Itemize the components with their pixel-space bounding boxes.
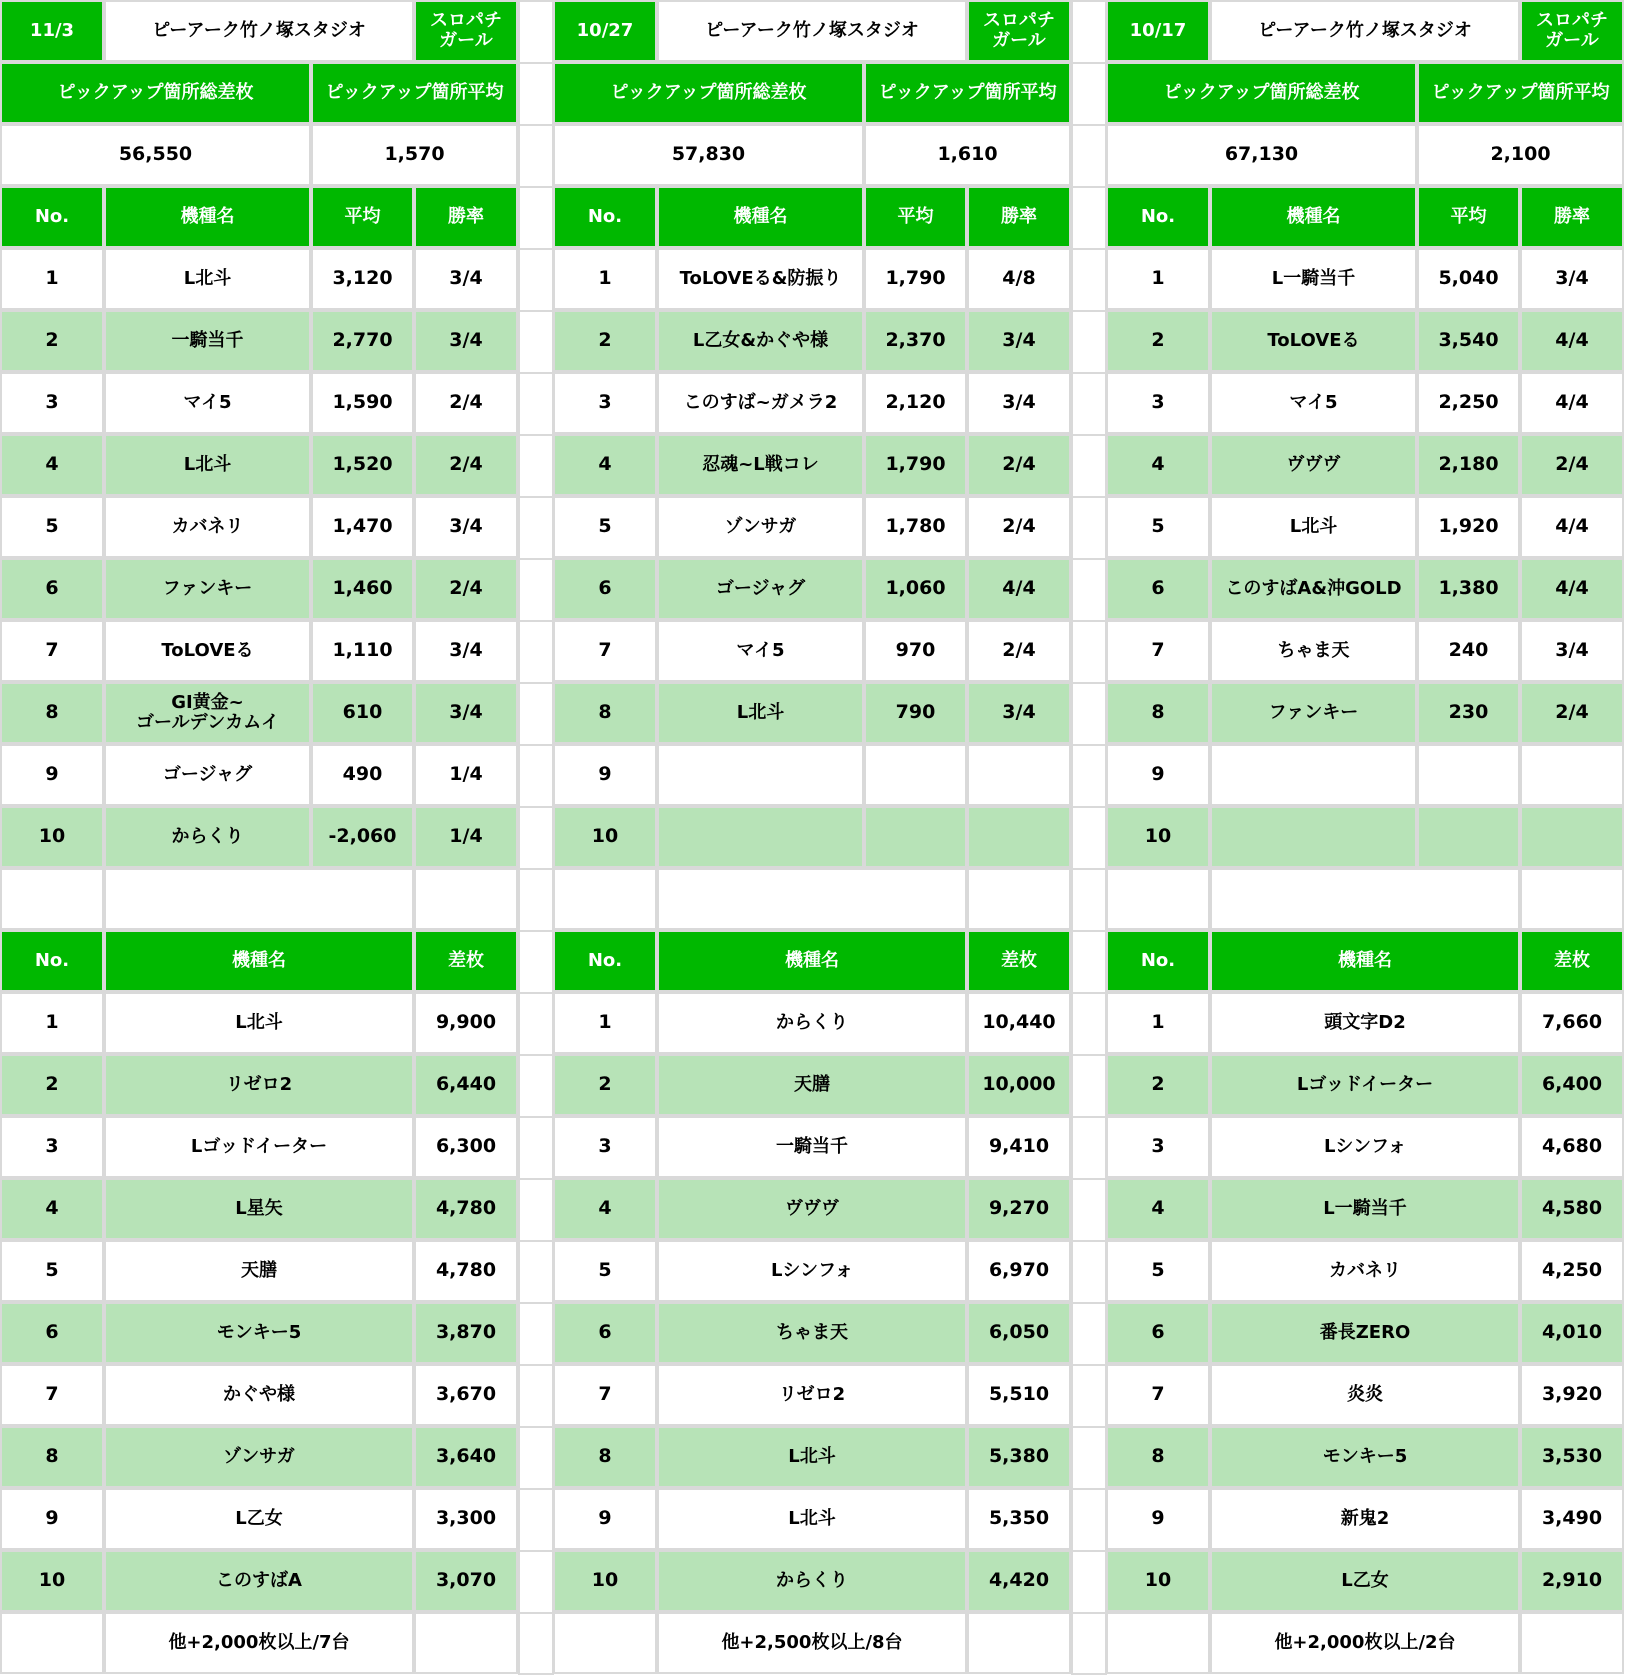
pickup-row-model: ToLOVEる [1210, 310, 1417, 372]
pickup-row-no: 10 [1106, 806, 1210, 868]
ranking-row-model: リゼロ2 [104, 1054, 414, 1116]
ranking-row-no: 3 [0, 1116, 104, 1178]
pickup-row-no: 4 [0, 434, 104, 496]
ranking-row-no: 3 [553, 1116, 657, 1178]
total-diff-label: ピックアップ箇所総差枚 [0, 62, 311, 124]
spacer-cell [1106, 868, 1210, 930]
pickup-row-no: 7 [0, 620, 104, 682]
pickup-row-model: ゴージャグ [657, 558, 864, 620]
ranking-row-model: モンキー5 [104, 1302, 414, 1364]
ranking-row-diff: 5,510 [967, 1364, 1071, 1426]
pickup-row-average: 5,040 [1417, 248, 1520, 310]
ranking-row-diff: 3,920 [1520, 1364, 1624, 1426]
average-diff-label: ピックアップ箇所平均 [311, 62, 518, 124]
ranking-row-model: L乙女 [1210, 1550, 1520, 1612]
ranking-row-no: 9 [553, 1488, 657, 1550]
average-diff-value: 2,100 [1417, 124, 1624, 186]
ranking-row-diff: 5,350 [967, 1488, 1071, 1550]
ranking-row-no: 2 [553, 1054, 657, 1116]
ranking-row-diff: 3,670 [414, 1364, 518, 1426]
ranking-row-model: L北斗 [104, 992, 414, 1054]
pickup-row-model: ちゃま天 [1210, 620, 1417, 682]
ranking-row-diff: 3,640 [414, 1426, 518, 1488]
pickup-col-winrate: 勝率 [414, 186, 518, 248]
ranking-row-model: 新鬼2 [1210, 1488, 1520, 1550]
pickup-row-winrate: 2/4 [1520, 682, 1624, 744]
footer-blank [967, 1612, 1071, 1674]
ranking-row-model: Lシンフォ [1210, 1116, 1520, 1178]
ranking-row-no: 8 [1106, 1426, 1210, 1488]
pickup-row-average: 610 [311, 682, 414, 744]
pickup-row-no: 4 [1106, 434, 1210, 496]
pickup-row-model: このすば~ガメラ2 [657, 372, 864, 434]
ranking-row-diff: 3,300 [414, 1488, 518, 1550]
store-name: ピーアーク竹ノ塚スタジオ [104, 0, 414, 62]
spacer-cell [553, 868, 657, 930]
pickup-row-winrate: 4/4 [1520, 310, 1624, 372]
pickup-row-no: 10 [553, 806, 657, 868]
pickup-row-model: ファンキー [1210, 682, 1417, 744]
store-name: ピーアーク竹ノ塚スタジオ [1210, 0, 1520, 62]
pickup-row-winrate: 2/4 [414, 372, 518, 434]
pickup-row-no: 6 [553, 558, 657, 620]
spacer-cell [0, 868, 104, 930]
ranking-row-model: ちゃま天 [657, 1302, 967, 1364]
pickup-row-model: マイ5 [104, 372, 311, 434]
ranking-row-diff: 4,780 [414, 1178, 518, 1240]
pickup-row-average: 490 [311, 744, 414, 806]
ranking-row-model: 天膳 [104, 1240, 414, 1302]
pickup-row-model: ToLOVEる&防振り [657, 248, 864, 310]
total-diff-value: 67,130 [1106, 124, 1417, 186]
spacer-cell [1210, 868, 1520, 930]
ranking-row-diff: 6,970 [967, 1240, 1071, 1302]
ranking-row-diff: 6,400 [1520, 1054, 1624, 1116]
pickup-row-average: 230 [1417, 682, 1520, 744]
ranking-row-no: 8 [553, 1426, 657, 1488]
pickup-row-no: 8 [1106, 682, 1210, 744]
ranking-row-no: 4 [553, 1178, 657, 1240]
ranking-row-model: ゾンサガ [104, 1426, 414, 1488]
pickup-row-model: ヴヴヴ [1210, 434, 1417, 496]
pickup-row-no: 3 [1106, 372, 1210, 434]
pickup-row-no: 10 [0, 806, 104, 868]
ranking-row-diff: 10,000 [967, 1054, 1071, 1116]
pickup-row-winrate [967, 806, 1071, 868]
ranking-row-diff: 3,490 [1520, 1488, 1624, 1550]
ranking-col-model: 機種名 [657, 930, 967, 992]
pickup-row-model: L北斗 [104, 248, 311, 310]
panel-separator-2 [1071, 0, 1107, 1675]
slopachi-girl-badge: スロパチ ガール [414, 0, 518, 62]
ranking-row-diff: 4,580 [1520, 1178, 1624, 1240]
pickup-row-average [1417, 806, 1520, 868]
pickup-row-model: マイ5 [657, 620, 864, 682]
ranking-row-diff: 6,300 [414, 1116, 518, 1178]
ranking-row-no: 1 [0, 992, 104, 1054]
pickup-row-average: 970 [864, 620, 967, 682]
ranking-col-diff: 差枚 [414, 930, 518, 992]
pickup-row-winrate: 2/4 [1520, 434, 1624, 496]
pickup-row-average: 3,540 [1417, 310, 1520, 372]
ranking-row-diff: 4,250 [1520, 1240, 1624, 1302]
footer-note: 他+2,000枚以上/7台 [104, 1612, 414, 1674]
ranking-row-model: からくり [657, 1550, 967, 1612]
pickup-row-average: 2,250 [1417, 372, 1520, 434]
pickup-row-no: 7 [1106, 620, 1210, 682]
total-diff-label: ピックアップ箇所総差枚 [1106, 62, 1417, 124]
pickup-row-model: ゴージャグ [104, 744, 311, 806]
pickup-row-model: 一騎当千 [104, 310, 311, 372]
pickup-row-model: からくり [104, 806, 311, 868]
ranking-row-model: このすばA [104, 1550, 414, 1612]
pickup-row-winrate: 3/4 [1520, 620, 1624, 682]
pickup-row-model: L北斗 [104, 434, 311, 496]
pickup-row-average: 1,780 [864, 496, 967, 558]
footer-blank [414, 1612, 518, 1674]
ranking-col-model: 機種名 [1210, 930, 1520, 992]
ranking-row-diff: 4,680 [1520, 1116, 1624, 1178]
ranking-row-model: L北斗 [657, 1426, 967, 1488]
pickup-row-no: 3 [0, 372, 104, 434]
pickup-row-winrate: 4/8 [967, 248, 1071, 310]
ranking-row-diff: 9,410 [967, 1116, 1071, 1178]
ranking-row-diff: 6,440 [414, 1054, 518, 1116]
pickup-row-model [657, 744, 864, 806]
pickup-row-winrate: 2/4 [414, 558, 518, 620]
pickup-row-model: GI黄金~ ゴールデンカムイ [104, 682, 311, 744]
footer-blank [1106, 1612, 1210, 1674]
pickup-row-no: 1 [553, 248, 657, 310]
pickup-row-model: L北斗 [657, 682, 864, 744]
pickup-row-no: 9 [0, 744, 104, 806]
pickup-row-average: 240 [1417, 620, 1520, 682]
ranking-row-diff: 3,070 [414, 1550, 518, 1612]
slopachi-girl-badge: スロパチ ガール [967, 0, 1071, 62]
pickup-row-no: 3 [553, 372, 657, 434]
ranking-row-model: L一騎当千 [1210, 1178, 1520, 1240]
pickup-col-model: 機種名 [657, 186, 864, 248]
pickup-row-average: 1,380 [1417, 558, 1520, 620]
pickup-row-winrate: 3/4 [414, 496, 518, 558]
pickup-row-no: 6 [0, 558, 104, 620]
ranking-row-no: 5 [1106, 1240, 1210, 1302]
pickup-row-model: L北斗 [1210, 496, 1417, 558]
pickup-col-model: 機種名 [104, 186, 311, 248]
ranking-row-no: 3 [1106, 1116, 1210, 1178]
pickup-row-no: 2 [0, 310, 104, 372]
pickup-row-model: L一騎当千 [1210, 248, 1417, 310]
pickup-row-no: 1 [0, 248, 104, 310]
pickup-row-model: マイ5 [1210, 372, 1417, 434]
total-diff-label: ピックアップ箇所総差枚 [553, 62, 864, 124]
pickup-row-model: カバネリ [104, 496, 311, 558]
pickup-row-average: 1,520 [311, 434, 414, 496]
ranking-row-model: Lゴッドイーター [104, 1116, 414, 1178]
ranking-row-no: 6 [553, 1302, 657, 1364]
ranking-row-diff: 4,420 [967, 1550, 1071, 1612]
pickup-row-no: 8 [0, 682, 104, 744]
pickup-row-average [864, 806, 967, 868]
pickup-row-model [657, 806, 864, 868]
ranking-row-model: カバネリ [1210, 1240, 1520, 1302]
event-date: 10/27 [553, 0, 657, 62]
ranking-row-no: 8 [0, 1426, 104, 1488]
pickup-col-winrate: 勝率 [967, 186, 1071, 248]
ranking-row-model: 天膳 [657, 1054, 967, 1116]
pickup-row-average: 1,590 [311, 372, 414, 434]
report-panel-3 [1106, 0, 1624, 1675]
footer-blank [553, 1612, 657, 1674]
ranking-col-model: 機種名 [104, 930, 414, 992]
ranking-col-no: No. [553, 930, 657, 992]
ranking-col-no: No. [0, 930, 104, 992]
pickup-row-average: 1,790 [864, 248, 967, 310]
ranking-row-no: 6 [1106, 1302, 1210, 1364]
ranking-row-diff: 9,270 [967, 1178, 1071, 1240]
pickup-col-no: No. [1106, 186, 1210, 248]
ranking-col-no: No. [1106, 930, 1210, 992]
pickup-row-winrate: 1/4 [414, 744, 518, 806]
pickup-row-no: 8 [553, 682, 657, 744]
average-diff-value: 1,610 [864, 124, 1071, 186]
ranking-row-model: かぐや様 [104, 1364, 414, 1426]
pickup-col-average: 平均 [864, 186, 967, 248]
pickup-row-no: 5 [553, 496, 657, 558]
ranking-row-diff: 10,440 [967, 992, 1071, 1054]
pickup-col-average: 平均 [1417, 186, 1520, 248]
pickup-row-model [1210, 744, 1417, 806]
ranking-row-diff: 3,870 [414, 1302, 518, 1364]
ranking-row-no: 5 [0, 1240, 104, 1302]
pickup-row-average: 2,180 [1417, 434, 1520, 496]
footer-note: 他+2,500枚以上/8台 [657, 1612, 967, 1674]
store-name: ピーアーク竹ノ塚スタジオ [657, 0, 967, 62]
pickup-row-average: 2,770 [311, 310, 414, 372]
ranking-row-model: 番長ZERO [1210, 1302, 1520, 1364]
slopachi-girl-badge: スロパチ ガール [1520, 0, 1624, 62]
ranking-row-no: 9 [0, 1488, 104, 1550]
pickup-row-no: 5 [1106, 496, 1210, 558]
ranking-row-diff: 6,050 [967, 1302, 1071, 1364]
ranking-row-model: モンキー5 [1210, 1426, 1520, 1488]
event-date: 11/3 [0, 0, 104, 62]
ranking-col-diff: 差枚 [967, 930, 1071, 992]
pickup-col-winrate: 勝率 [1520, 186, 1624, 248]
pickup-row-winrate [1520, 744, 1624, 806]
ranking-row-diff: 9,900 [414, 992, 518, 1054]
pickup-row-winrate: 3/4 [967, 372, 1071, 434]
ranking-row-no: 10 [1106, 1550, 1210, 1612]
pickup-row-average: 1,460 [311, 558, 414, 620]
pickup-row-average: 1,110 [311, 620, 414, 682]
pickup-row-winrate: 2/4 [967, 620, 1071, 682]
ranking-row-model: リゼロ2 [657, 1364, 967, 1426]
pickup-row-model [1210, 806, 1417, 868]
ranking-row-model: L乙女 [104, 1488, 414, 1550]
pickup-row-average: 790 [864, 682, 967, 744]
pickup-row-average: 3,120 [311, 248, 414, 310]
pickup-row-winrate: 4/4 [1520, 496, 1624, 558]
pickup-row-winrate: 2/4 [967, 434, 1071, 496]
pickup-row-winrate: 2/4 [414, 434, 518, 496]
pickup-row-winrate: 3/4 [414, 620, 518, 682]
ranking-row-no: 10 [0, 1550, 104, 1612]
pickup-col-model: 機種名 [1210, 186, 1417, 248]
pickup-row-average: 1,060 [864, 558, 967, 620]
footer-blank [0, 1612, 104, 1674]
ranking-row-model: L星矢 [104, 1178, 414, 1240]
pickup-row-average [864, 744, 967, 806]
ranking-row-model: Lシンフォ [657, 1240, 967, 1302]
pickup-row-average [1417, 744, 1520, 806]
ranking-row-no: 1 [553, 992, 657, 1054]
pickup-row-average: 1,470 [311, 496, 414, 558]
ranking-row-diff: 2,910 [1520, 1550, 1624, 1612]
ranking-row-no: 2 [0, 1054, 104, 1116]
ranking-row-diff: 3,530 [1520, 1426, 1624, 1488]
pickup-row-winrate: 3/4 [414, 310, 518, 372]
pickup-row-winrate: 3/4 [414, 248, 518, 310]
pickup-row-no: 5 [0, 496, 104, 558]
total-diff-value: 57,830 [553, 124, 864, 186]
pickup-row-no: 6 [1106, 558, 1210, 620]
pickup-row-winrate [967, 744, 1071, 806]
pickup-row-winrate: 2/4 [967, 496, 1071, 558]
pickup-row-no: 2 [553, 310, 657, 372]
spacer-cell [967, 868, 1071, 930]
ranking-row-model: 一騎当千 [657, 1116, 967, 1178]
pickup-col-no: No. [553, 186, 657, 248]
ranking-col-diff: 差枚 [1520, 930, 1624, 992]
pickup-row-no: 1 [1106, 248, 1210, 310]
pickup-row-average: 2,370 [864, 310, 967, 372]
average-diff-value: 1,570 [311, 124, 518, 186]
ranking-row-no: 7 [1106, 1364, 1210, 1426]
pickup-row-winrate: 4/4 [967, 558, 1071, 620]
ranking-row-no: 7 [553, 1364, 657, 1426]
ranking-row-model: L北斗 [657, 1488, 967, 1550]
ranking-row-no: 1 [1106, 992, 1210, 1054]
ranking-row-diff: 7,660 [1520, 992, 1624, 1054]
pickup-row-no: 7 [553, 620, 657, 682]
event-date: 10/17 [1106, 0, 1210, 62]
pickup-row-average: 2,120 [864, 372, 967, 434]
spacer-cell [657, 868, 967, 930]
ranking-row-model: 頭文字D2 [1210, 992, 1520, 1054]
pickup-row-average: 1,920 [1417, 496, 1520, 558]
pickup-row-model: 忍魂~L戦コレ [657, 434, 864, 496]
ranking-row-no: 7 [0, 1364, 104, 1426]
pickup-col-no: No. [0, 186, 104, 248]
ranking-row-no: 9 [1106, 1488, 1210, 1550]
pickup-row-model: このすばA&沖GOLD [1210, 558, 1417, 620]
pickup-row-winrate: 3/4 [1520, 248, 1624, 310]
ranking-row-model: からくり [657, 992, 967, 1054]
pickup-row-no: 9 [1106, 744, 1210, 806]
ranking-row-no: 10 [553, 1550, 657, 1612]
footer-blank [1520, 1612, 1624, 1674]
ranking-row-model: 炎炎 [1210, 1364, 1520, 1426]
pickup-row-winrate: 3/4 [967, 682, 1071, 744]
ranking-row-model: ヴヴヴ [657, 1178, 967, 1240]
total-diff-value: 56,550 [0, 124, 311, 186]
pickup-row-average: -2,060 [311, 806, 414, 868]
ranking-row-no: 5 [553, 1240, 657, 1302]
report-panel-2 [553, 0, 1071, 1675]
pickup-row-no: 4 [553, 434, 657, 496]
report-panel-1 [0, 0, 518, 1675]
footer-note: 他+2,000枚以上/2台 [1210, 1612, 1520, 1674]
pickup-row-average: 1,790 [864, 434, 967, 496]
average-diff-label: ピックアップ箇所平均 [864, 62, 1071, 124]
pickup-row-model: ゾンサガ [657, 496, 864, 558]
pickup-row-model: ToLOVEる [104, 620, 311, 682]
spacer-cell [104, 868, 414, 930]
ranking-row-no: 4 [0, 1178, 104, 1240]
ranking-row-diff: 4,010 [1520, 1302, 1624, 1364]
pickup-row-winrate: 3/4 [414, 682, 518, 744]
pickup-col-average: 平均 [311, 186, 414, 248]
ranking-row-no: 6 [0, 1302, 104, 1364]
average-diff-label: ピックアップ箇所平均 [1417, 62, 1624, 124]
ranking-row-diff: 4,780 [414, 1240, 518, 1302]
pickup-row-winrate: 3/4 [967, 310, 1071, 372]
ranking-row-diff: 5,380 [967, 1426, 1071, 1488]
ranking-row-no: 4 [1106, 1178, 1210, 1240]
panel-separator-1 [518, 0, 554, 1675]
pickup-row-no: 2 [1106, 310, 1210, 372]
spacer-cell [1520, 868, 1624, 930]
pickup-row-winrate: 4/4 [1520, 372, 1624, 434]
pickup-row-model: L乙女&かぐや様 [657, 310, 864, 372]
spacer-cell [414, 868, 518, 930]
pickup-row-model: ファンキー [104, 558, 311, 620]
pickup-row-winrate: 4/4 [1520, 558, 1624, 620]
pickup-row-winrate [1520, 806, 1624, 868]
ranking-row-no: 2 [1106, 1054, 1210, 1116]
pickup-row-winrate: 1/4 [414, 806, 518, 868]
pickup-row-no: 9 [553, 744, 657, 806]
ranking-row-model: Lゴッドイーター [1210, 1054, 1520, 1116]
